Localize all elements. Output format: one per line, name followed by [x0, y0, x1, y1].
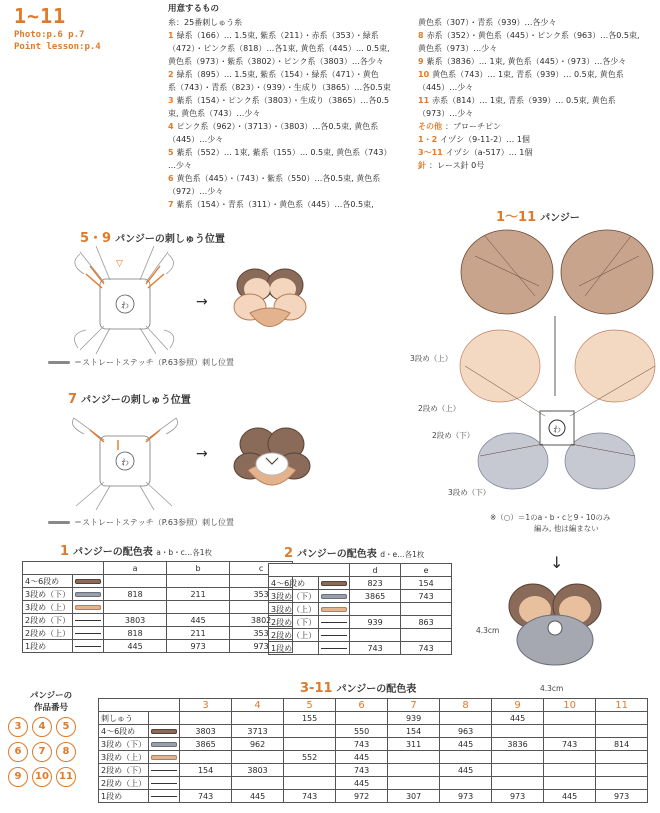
table-row: [23, 614, 293, 627]
table-cell: [544, 777, 596, 790]
table-row: [269, 590, 452, 603]
material-line: [418, 159, 658, 172]
crochet-chart-diagram: [455, 216, 660, 516]
material-line: [418, 42, 658, 55]
column-header: 3: [180, 699, 232, 712]
table-cell: [167, 575, 230, 588]
table-cell: 445: [440, 764, 492, 777]
material-line: [418, 81, 658, 94]
table-cell: [284, 777, 336, 790]
material-number: 4: [168, 122, 174, 131]
color-swatch: [321, 607, 347, 612]
table2: [268, 563, 452, 655]
table-cell: [492, 777, 544, 790]
table-cell: [440, 777, 492, 790]
table-cell: [492, 725, 544, 738]
svg-text:わ: わ: [553, 425, 561, 434]
table-cell: [167, 601, 230, 614]
table-cell: [180, 777, 232, 790]
material-text: 緑系（895）… 1.5束, 紫系（154）・緑系（471）・黄色: [176, 70, 379, 79]
row-label: 3段め（上）: [99, 751, 149, 764]
material-text: 束, 黄色系（743）…少々: [168, 109, 261, 118]
svg-text:わ: わ: [121, 458, 129, 467]
material-line: [168, 42, 413, 55]
work-number-circle: 3: [8, 717, 28, 737]
photo-ref: Photo:p.6 p.7: [14, 30, 85, 40]
table-row: [99, 712, 648, 725]
table-cell: 445: [336, 751, 388, 764]
color-swatch: [321, 648, 347, 649]
row-label: 1段め: [99, 790, 149, 803]
works-heading: パンジーの 作品番号: [29, 691, 73, 713]
svg-text:▽: ▽: [116, 259, 123, 269]
material-text: 糸：25番刺しゅう糸: [168, 18, 243, 27]
material-number: 1: [168, 31, 174, 40]
table-cell: [544, 712, 596, 725]
column-header: 10: [544, 699, 596, 712]
material-line: [418, 16, 658, 29]
material-text: 系（743）・青系（823）・（939）・生成り（3865）…各0.5束: [168, 83, 391, 92]
material-text: 紫系（3836）… 1束, 黄色系（445）・（973）…各少々: [426, 57, 627, 66]
table-cell: [232, 777, 284, 790]
table-cell: [232, 712, 284, 725]
material-number: 7: [168, 200, 174, 209]
material-text: …少々: [168, 161, 192, 170]
row-label: 2段め（下）: [99, 764, 149, 777]
table-cell: [180, 712, 232, 725]
work-number-circle: 8: [56, 742, 76, 762]
finished-pansy: [505, 578, 605, 673]
table-cell: 211: [167, 627, 230, 640]
table-cell: 973: [230, 640, 293, 653]
table-cell: [232, 751, 284, 764]
table-cell: 973: [167, 640, 230, 653]
dim-width: 4.3cm: [540, 684, 564, 693]
material-text: 黄色系（307）・青系（939）…各少々: [418, 18, 557, 27]
table-cell: [596, 725, 648, 738]
column-header: 5: [284, 699, 336, 712]
table-cell: [544, 725, 596, 738]
diagram-note-2: 編み, 他は編まない: [534, 524, 599, 533]
column-header: 4: [232, 699, 284, 712]
material-line: [168, 81, 413, 94]
material-text: 赤系（814）… 1束, 青系（939）… 0.5束, 黄色系: [432, 96, 616, 105]
color-swatch: [75, 646, 101, 647]
table-cell: 3836: [492, 738, 544, 751]
table-row: [99, 777, 648, 790]
table-row: [99, 751, 648, 764]
table-row: [99, 738, 648, 751]
color-swatch: [75, 579, 101, 584]
row-label: 4～6段め: [23, 575, 73, 588]
table-cell: 939: [388, 712, 440, 725]
table-row: [23, 575, 293, 588]
material-text: （972）…少々: [168, 187, 224, 196]
table-cell: 863: [401, 616, 452, 629]
work-number-circle: 11: [56, 767, 76, 787]
table-cell: [596, 764, 648, 777]
dim-height: 4.3cm: [476, 626, 500, 635]
materials-col2: [418, 16, 658, 172]
row-label: 刺しゅう: [99, 712, 149, 725]
table-cell: 973: [492, 790, 544, 803]
table-cell: 311: [388, 738, 440, 751]
tablebig-title: 3‐11 パンジーの配色表: [300, 681, 417, 696]
material-line: [168, 198, 413, 211]
materials-heading: 用意するもの: [168, 4, 220, 14]
color-swatch: [75, 633, 101, 634]
material-text: ：ブローチピン: [445, 122, 501, 131]
material-line: [418, 94, 658, 107]
material-text: イヅシ（a-517）… 1個: [445, 148, 533, 157]
color-swatch: [151, 755, 177, 760]
table-row: [23, 601, 293, 614]
table-cell: 818: [104, 588, 167, 601]
table-cell: [350, 603, 401, 616]
table-cell: 353: [230, 588, 293, 601]
table-cell: 445: [232, 790, 284, 803]
material-text: （445）…少々: [168, 135, 224, 144]
table-cell: 445: [492, 712, 544, 725]
table-cell: 154: [401, 577, 452, 590]
section-59-number: 5・9: [80, 231, 112, 246]
row-label: 2段め（上）: [23, 627, 73, 640]
material-number: 2: [168, 70, 174, 79]
material-line: [418, 133, 658, 146]
label-3up: 3段め（上）: [410, 354, 453, 363]
down-arrow: ↓: [550, 553, 564, 572]
row-label: 2段め（上）: [269, 629, 319, 642]
material-line: [168, 29, 413, 42]
table-cell: 743: [336, 738, 388, 751]
material-line: [168, 185, 413, 198]
table-row: [23, 640, 293, 653]
color-swatch: [151, 729, 177, 734]
table-cell: 743: [350, 642, 401, 655]
table1-title: 1 パンジーの配色表 a・b・c…各1枚: [60, 544, 213, 559]
column-header: 9: [492, 699, 544, 712]
table-cell: 552: [284, 751, 336, 764]
diagram-note-1: ※（○）＝1のa・b・cと9・10のみ: [490, 513, 611, 522]
material-number: その他: [418, 122, 442, 131]
column-header: e: [401, 564, 452, 577]
row-label: 3段め（下）: [269, 590, 319, 603]
table-cell: [596, 777, 648, 790]
material-text: 赤系（352）・黄色系（445）・ピンク系（963）…各0.5束,: [426, 31, 640, 40]
table2-title: 2 パンジーの配色表 d・e…各1枚: [284, 546, 425, 561]
column-header: 8: [440, 699, 492, 712]
material-text: 黄色系（743）… 1束, 青系（939）… 0.5束, 黄色系: [432, 70, 624, 79]
table-row: [269, 629, 452, 642]
color-swatch: [151, 742, 177, 747]
table-row: [269, 577, 452, 590]
table-cell: 814: [596, 738, 648, 751]
table-row: [99, 790, 648, 803]
table-cell: 743: [544, 738, 596, 751]
material-text: ：レース針 0号: [429, 161, 485, 170]
material-line: [168, 146, 413, 159]
material-text: （472）・ピンク系（818）…各1束, 黄色系（445）… 0.5束,: [168, 44, 390, 53]
table-cell: 445: [544, 790, 596, 803]
header-corner: [23, 562, 104, 575]
table-cell: [284, 764, 336, 777]
table-cell: 939: [350, 616, 401, 629]
embroidery-diagram-59: [60, 244, 190, 354]
header-corner: [99, 699, 180, 712]
material-text: （973）…少々: [418, 109, 474, 118]
row-label: 4～6段め: [99, 725, 149, 738]
material-line: [168, 68, 413, 81]
material-number: 1・2: [418, 135, 438, 144]
section-7-legend: ＝ストレートステッチ（P.63参照）刺し位置: [48, 517, 234, 528]
work-number-circle: 7: [32, 742, 52, 762]
table-cell: [388, 777, 440, 790]
table-cell: 823: [350, 577, 401, 590]
table-cell: [440, 751, 492, 764]
table-row: [99, 725, 648, 738]
color-swatch: [75, 605, 101, 610]
label-2up: 2段め（上）: [418, 404, 461, 413]
tablebig: [98, 698, 648, 803]
material-line: [168, 107, 413, 120]
table-row: [269, 603, 452, 616]
label-2down: 2段め（下）: [432, 431, 475, 440]
column-header: b: [167, 562, 230, 575]
embroidery-diagram-7: [60, 406, 190, 512]
material-text: 紫系（154）・ピンク系（3803）・生成り（3865）…各0.5: [176, 96, 390, 105]
color-swatch: [75, 620, 101, 621]
row-label: 1段め: [23, 640, 73, 653]
column-header: a: [104, 562, 167, 575]
material-line: [168, 133, 413, 146]
table-cell: [544, 751, 596, 764]
table-cell: [284, 725, 336, 738]
table-row: [99, 764, 648, 777]
material-line: [418, 29, 658, 42]
material-number: 針: [418, 161, 426, 170]
table-cell: [492, 764, 544, 777]
table-cell: [388, 751, 440, 764]
table-cell: 3803: [232, 764, 284, 777]
material-number: 9: [418, 57, 424, 66]
header-corner: [269, 564, 350, 577]
table-cell: [440, 712, 492, 725]
work-number-circle: 6: [8, 742, 28, 762]
material-text: 黄色系（973）・紫系（3802）・ピンク系（3803）…各少々: [168, 57, 384, 66]
table-cell: [544, 764, 596, 777]
color-swatch: [75, 592, 101, 597]
material-number: 6: [168, 174, 174, 183]
table-cell: 3713: [232, 725, 284, 738]
material-line: [418, 120, 658, 133]
table-cell: 973: [440, 790, 492, 803]
table-cell: [180, 751, 232, 764]
point-lesson-ref: Point lesson:p.4: [14, 42, 101, 52]
material-number: 3～11: [418, 148, 443, 157]
table1: [22, 561, 293, 653]
table-cell: 743: [336, 764, 388, 777]
material-text: （445）…少々: [418, 83, 474, 92]
color-swatch: [321, 581, 347, 586]
material-line: [168, 172, 413, 185]
table-cell: 963: [440, 725, 492, 738]
table-cell: [104, 575, 167, 588]
pansy-7: [232, 424, 312, 496]
table-cell: [350, 629, 401, 642]
materials-col1: [168, 3, 413, 211]
table-cell: 972: [336, 790, 388, 803]
table-cell: 743: [284, 790, 336, 803]
material-text: 紫系（552）… 1束, 紫系（155）… 0.5束, 黄色系（743）: [176, 148, 392, 157]
material-line: [168, 16, 413, 29]
color-swatch: [321, 594, 347, 599]
row-label: 2段め（下）: [23, 614, 73, 627]
table-cell: 3803: [180, 725, 232, 738]
column-header: 11: [596, 699, 648, 712]
material-line: [168, 120, 413, 133]
arrow-59: →: [196, 294, 208, 310]
table-cell: 154: [180, 764, 232, 777]
table-row: [269, 616, 452, 629]
table-cell: 550: [336, 725, 388, 738]
material-text: 黄色系（445）・（743）・紫系（550）…各0.5束, 黄色系: [176, 174, 381, 183]
material-text: 紫系（154）・青系（311）・黄色系（445）…各0.5束,: [176, 200, 374, 209]
material-line: [418, 146, 658, 159]
page-title: 1~11: [14, 4, 67, 28]
section-59-label: パンジーの刺しゅう位置: [115, 234, 225, 245]
table-cell: 3803: [104, 614, 167, 627]
material-number: 11: [418, 96, 430, 105]
table-cell: 445: [440, 738, 492, 751]
material-text: ピンク系（962）・（3713）・（3803）…各0.5束, 黄色系: [176, 122, 379, 131]
column-header: 6: [336, 699, 388, 712]
table-cell: 211: [167, 588, 230, 601]
table-cell: 743: [180, 790, 232, 803]
color-swatch: [151, 783, 177, 784]
row-label: 3段め（下）: [23, 588, 73, 601]
table-cell: [492, 751, 544, 764]
row-label: 3段め（下）: [99, 738, 149, 751]
material-number: 10: [418, 70, 430, 79]
table-cell: 743: [401, 642, 452, 655]
row-label: 4～6段め: [269, 577, 319, 590]
row-label: 2段め（下）: [269, 616, 319, 629]
material-text: 黄色系（973）…少々: [418, 44, 498, 53]
material-text: イヅシ（9-11-2）… 1個: [440, 135, 530, 144]
table-cell: 445: [167, 614, 230, 627]
material-number: 3: [168, 96, 174, 105]
table-cell: 307: [388, 790, 440, 803]
table-cell: [401, 603, 452, 616]
pansy-59: [230, 265, 310, 337]
color-swatch: [151, 770, 177, 771]
material-line: [418, 107, 658, 120]
material-number: 5: [168, 148, 174, 157]
row-label: 2段め（上）: [99, 777, 149, 790]
material-line: [168, 159, 413, 172]
column-header: c: [230, 562, 293, 575]
work-number-circle: 4: [32, 717, 52, 737]
work-number-circle: 5: [56, 717, 76, 737]
table-cell: 3865: [350, 590, 401, 603]
row-label: 3段め（上）: [269, 603, 319, 616]
color-swatch: [151, 796, 177, 797]
svg-text:わ: わ: [121, 301, 129, 310]
section-7-label: パンジーの刺しゅう位置: [81, 395, 191, 406]
table-cell: 154: [388, 725, 440, 738]
section-59-legend: ＝ストレートステッチ（P.63参照）刺し位置: [48, 357, 234, 368]
work-number-circle: 9: [8, 767, 28, 787]
section-7-title: [68, 391, 191, 407]
material-number: 8: [418, 31, 424, 40]
table-cell: 445: [336, 777, 388, 790]
table-cell: 3865: [180, 738, 232, 751]
table-cell: 818: [104, 627, 167, 640]
material-line: [418, 68, 658, 81]
table-cell: [284, 738, 336, 751]
table-cell: [401, 629, 452, 642]
works-numbers: [6, 714, 86, 789]
color-swatch: [321, 635, 347, 636]
section-7-number: 7: [68, 392, 78, 407]
table-cell: 155: [284, 712, 336, 725]
diagram-number: 1～11: [496, 210, 537, 225]
table-cell: 962: [232, 738, 284, 751]
table-cell: [388, 764, 440, 777]
work-number-circle: 10: [32, 767, 52, 787]
material-text: 緑系（166）… 1.5束, 紫系（211）・赤系（353）・緑系: [176, 31, 379, 40]
table-row: [23, 588, 293, 601]
material-line: [418, 55, 658, 68]
color-swatch: [321, 622, 347, 623]
table-cell: 743: [401, 590, 452, 603]
table-cell: [336, 712, 388, 725]
material-line: [168, 94, 413, 107]
table-cell: 353: [230, 627, 293, 640]
table-cell: 973: [596, 790, 648, 803]
row-label: 1段め: [269, 642, 319, 655]
row-label: 3段め（上）: [23, 601, 73, 614]
table-cell: 445: [104, 640, 167, 653]
diagram-label: パンジー: [540, 213, 580, 224]
table-cell: [596, 751, 648, 764]
arrow-7: →: [196, 446, 208, 462]
table-row: [269, 642, 452, 655]
label-3down: 3段め（下）: [448, 488, 491, 497]
column-header: 7: [388, 699, 440, 712]
table-cell: [104, 601, 167, 614]
material-line: [168, 55, 413, 68]
table-row: [23, 627, 293, 640]
table-cell: 3802: [230, 614, 293, 627]
table-cell: [596, 712, 648, 725]
column-header: d: [350, 564, 401, 577]
